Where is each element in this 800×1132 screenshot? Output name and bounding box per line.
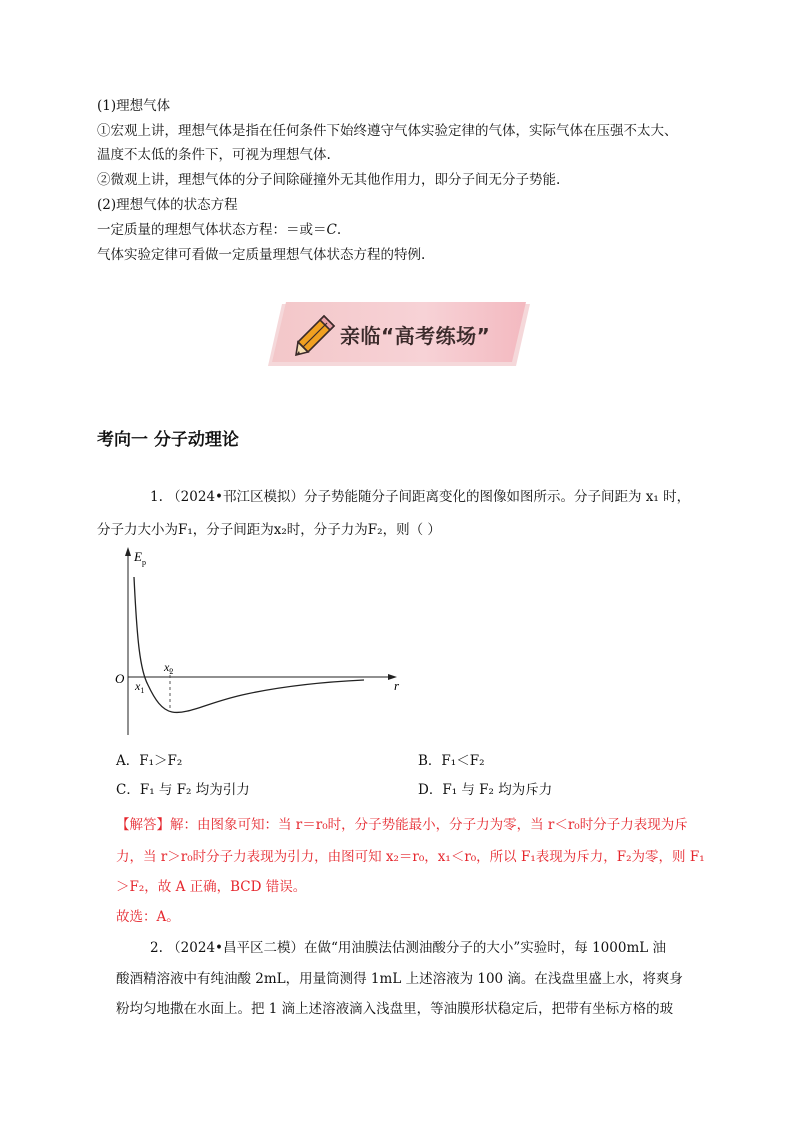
section-title: 考向一 分子动理论 (97, 430, 239, 450)
q1-option-a[interactable]: A．F₁＞F₂ (116, 753, 183, 769)
equation-suffix: . (336, 222, 342, 238)
intro-note: 气体实验定律可看做一定质量理想气体状态方程的特例. (97, 247, 426, 263)
pencil-icon (294, 314, 336, 356)
potential-curve (134, 577, 364, 712)
q2-stem-line-3: 粉均匀地撒在水面上。把 1 滴上述溶液滴入浅盘里，等油膜形状稳定后，把带有坐标方格的玻 (116, 1001, 674, 1017)
intro-point-2: ②微观上讲，理想气体的分子间除碰撞外无其他作用力，即分子间无分子势能. (97, 172, 561, 188)
q1-option-c[interactable]: C．F₁ 与 F₂ 均为引力 (116, 782, 250, 798)
equation-variable: C (326, 222, 337, 238)
banner-title: 亲临“高考练场” (340, 324, 491, 348)
q1-stem-line-1: 1. （2024•邗江区模拟）分子势能随分子间距离变化的图像如图所示。分子间距为 x₁ 时， (150, 489, 691, 505)
q1-option-d[interactable]: D．F₁ 与 F₂ 均为斥力 (418, 782, 553, 798)
q1-stem-line-2: 分子力大小为F₁，分子间距为x₂时，分子力为F₂，则（ ） (97, 522, 441, 538)
q1-answer-line-2: 力，当 r＞r₀时分子力表现为引力，由图可知 x₂＝r₀，x₁＜r₀，所以 F₁表现为斥力，F₂为零，则 F₁ (116, 849, 705, 865)
q1-answer-line-1: 【解答】解：由图象可知：当 r＝r₀时，分子势能最小，分子力为零，当 r＜r₀时分子力表现为斥 (116, 817, 688, 833)
intro-point-1b: 温度不太低的条件下，可视为理想气体. (97, 147, 331, 163)
state-equation (97, 220, 341, 240)
equation-prefix: 一定质量的理想气体状态方程：＝或＝ (97, 222, 327, 238)
intro-point-1a: ①宏观上讲，理想气体是指在任何条件下始终遵守气体实验定律的气体，实际气体在压强不太大、 (97, 123, 678, 139)
intro-heading-2: (2)理想气体的状态方程 (97, 197, 238, 213)
q1-answer-final: 故选：A。 (116, 909, 180, 925)
practice-banner (268, 300, 530, 370)
x-axis-label: r (394, 678, 400, 693)
q2-stem-line-1: 2. （2024•昌平区二模）在做“用油膜法估测油酸分子的大小”实验时，每 1000mL 油 (150, 940, 666, 956)
origin-label: O (115, 671, 125, 686)
q1-option-b[interactable]: B．F₁＜F₂ (418, 753, 485, 769)
q1-answer-line-3: ＞F₂，故 A 正确，BCD 错误。 (116, 879, 307, 895)
potential-energy-graph (112, 545, 412, 740)
intro-heading-1: (1)理想气体 (97, 98, 171, 114)
y-axis-label: $E_p$ (134, 549, 146, 567)
x2-label: $x_2$ (164, 660, 174, 676)
x1-label: $x_1$ (135, 679, 145, 695)
q2-stem-line-2: 酸酒精溶液中有纯油酸 2mL，用量筒测得 1mL 上述溶液为 100 滴。在浅盘里盛上水，将爽身 (116, 971, 683, 987)
y-axis-arrow (125, 547, 131, 556)
